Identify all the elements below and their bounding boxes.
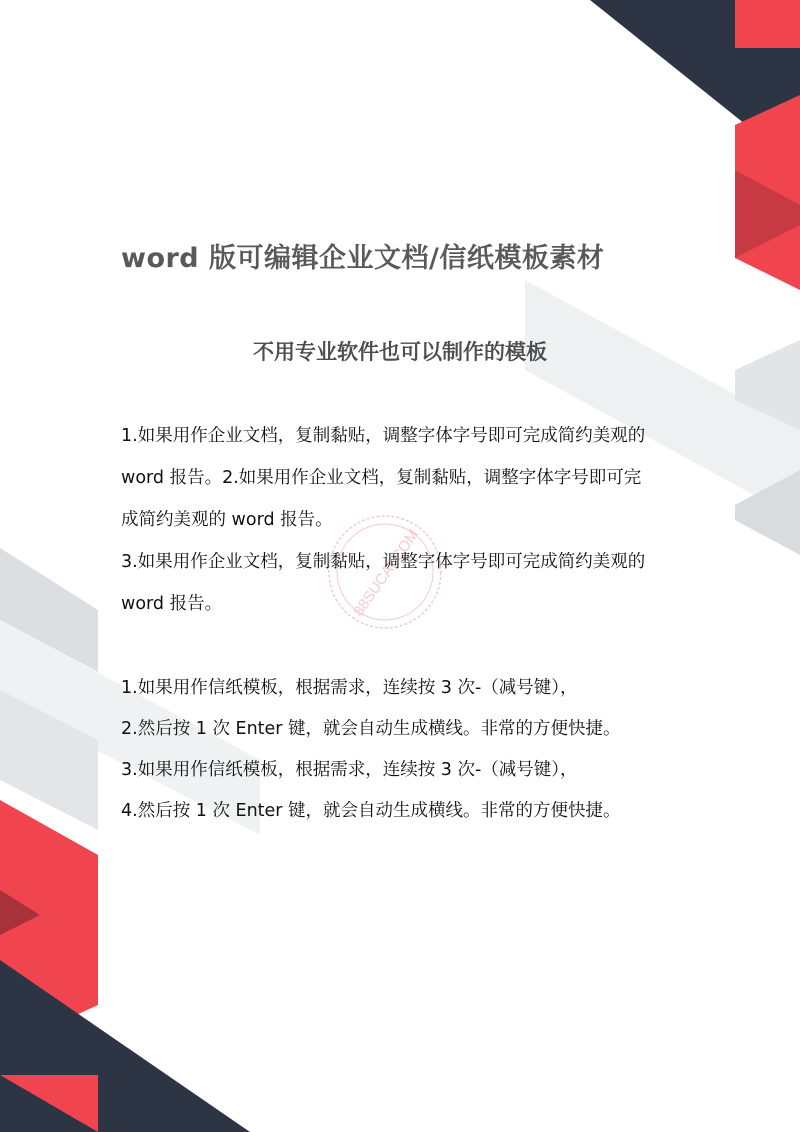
- paragraph-a-line: word 报告。2.如果用作企业文档，复制黏贴，调整字体字号即可完: [121, 468, 642, 488]
- paragraph-a-line: 3.如果用作企业文档，复制黏贴，调整字体字号即可完成简约美观的: [121, 552, 646, 572]
- document-subtitle: 不用专业软件也可以制作的模板: [253, 340, 547, 364]
- paragraph-b-line: 1.如果用作信纸模板，根据需求，连续按 3 次-（减号键），: [121, 678, 578, 698]
- paragraph-a-line: 成简约美观的 word 报告。: [121, 510, 333, 530]
- paragraph-b-line: 2.然后按 1 次 Enter 键，就会自动生成横线。非常的方便快捷。: [121, 719, 621, 739]
- paragraph-a: [121, 419, 691, 629]
- paragraph-a-line: 1.如果用作企业文档，复制黏贴，调整字体字号即可完成简约美观的: [121, 426, 646, 446]
- watermark-text: 88SUCAI.COM: [350, 526, 423, 620]
- paragraph-a-line: word 报告。: [121, 594, 223, 614]
- document-title: word 版可编辑企业文档/信纸模板素材: [121, 243, 605, 274]
- paragraph-b: [121, 671, 691, 835]
- paragraph-b-line: 3.如果用作信纸模板，根据需求，连续按 3 次-（减号键），: [121, 760, 578, 780]
- paragraph-b-line: 4.然后按 1 次 Enter 键，就会自动生成横线。非常的方便快捷。: [121, 801, 621, 821]
